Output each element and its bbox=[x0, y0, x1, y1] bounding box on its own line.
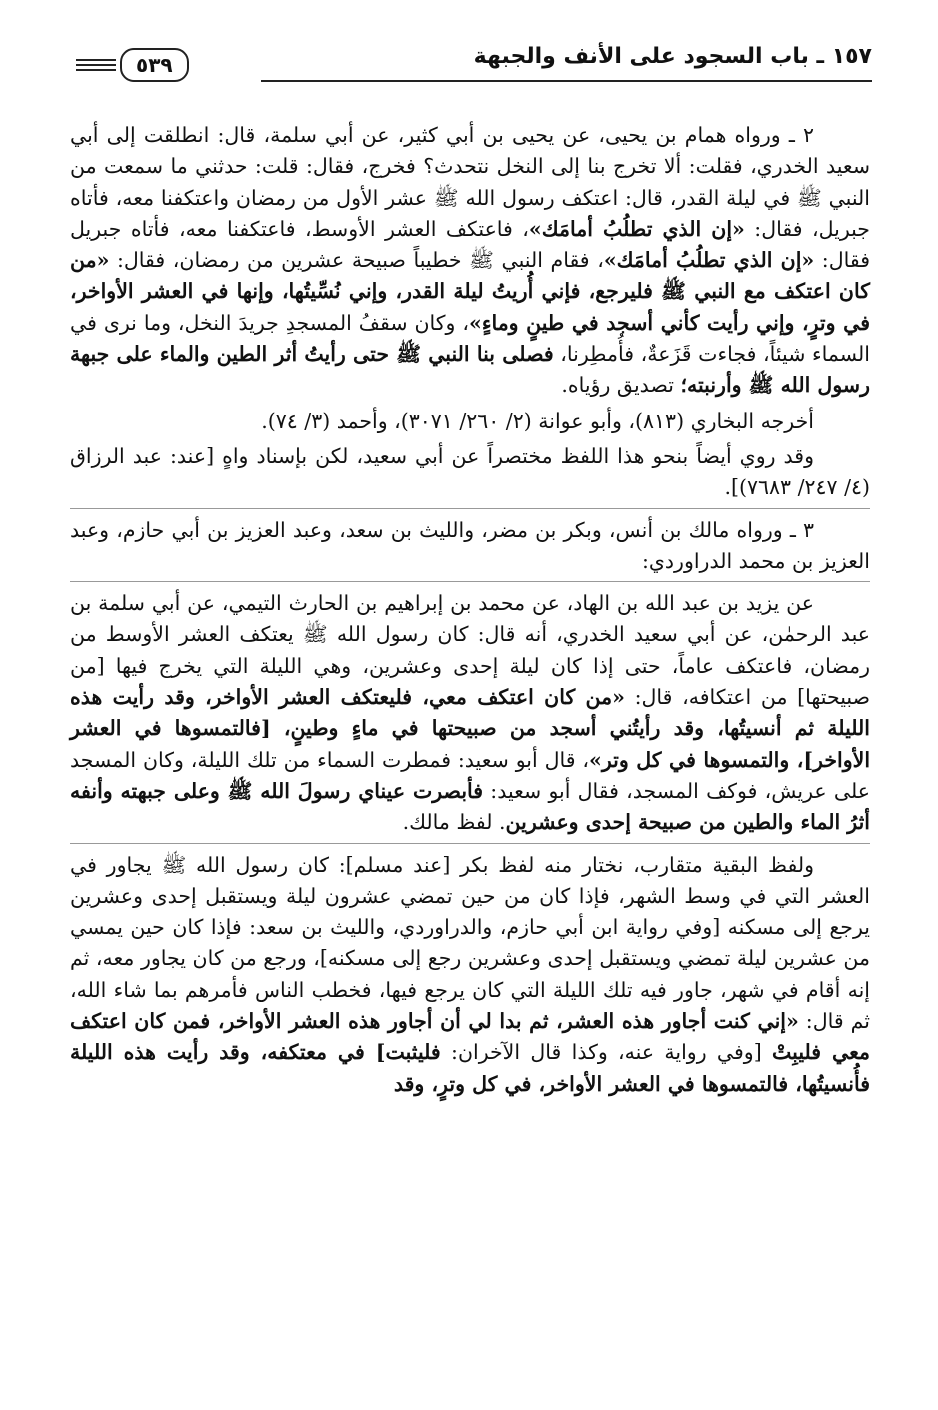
text-span: [وفي رواية عنه، وكذا قال الآخران: bbox=[440, 1040, 773, 1065]
paragraph-hadith-3-text bbox=[70, 588, 870, 838]
separator-line bbox=[70, 508, 870, 509]
paragraph-hadith-3-intro: ٣ ـ ورواه مالك بن أنس، وبكر بن مضر، والليث بن سعد، وعبد العزيز بن أبي حازم، وعبد العزيز بن محمد الدراوردي: bbox=[70, 517, 870, 573]
header-rule bbox=[261, 80, 872, 82]
bold-quote: «إني كنت أجاور هذه العشر، ثم بدا لي أن أجاور هذه العشر الأواخر، فمن كان اعتكف معي فليبِتْ bbox=[70, 1009, 870, 1065]
bold-quote: «إن الذي تطلُبُ أمامَك» bbox=[528, 216, 745, 241]
separator-line bbox=[70, 843, 870, 844]
text-span: . لفظ مالك. bbox=[402, 810, 506, 835]
text-span: ولفظ البقية متقارب، نختار منه لفظ بكر [عند مسلم]: كان رسول الله ﷺ يجاور في العشر التي في وسط الشهر، فإذا كان من حين تمضي عشرون ليلة ويستقبل إحدى وعشرين يرجع إلى مسكنه [وفي رواية ابن أبي حازم، والدراوردي، والليث بن سعد: فإذا كان حين يمسي من عشرين ليلة تمضي ويستقبل إحدى وعشرين رجع إلى مسكنه]، ورجع من كان يجاور معه، ثم إنه أقام في شهر، جاور فيه تلك الليلة التي كان يرجع فيها، فخطب الناس فأمرهم بما شاء الله، ثم قال: bbox=[70, 852, 870, 1034]
text-span: ، فاعتكف العشر الأوسط، فاعتكفنا معه، فأتاه جبريل فقال: bbox=[70, 216, 871, 273]
body-text bbox=[70, 120, 870, 1100]
text-span: تصديق رؤياه. bbox=[561, 373, 681, 398]
text-span: ٢ ـ ورواه همام بن يحيى، عن يحيى بن أبي كثير، عن أبي سلمة، قال: انطلقت إلى أبي سعيد الخدري، فقلت: ألا تخرج بنا إلى النخل نتحدث؟ فخرج، فقال: قلت: حدثني ما سمعت من النبي ﷺ في ليلة القدر، قال: اعتكف رسول الله ﷺ عشر الأول من رمضان واعتكفنا معه، فأتاه جبريل، فقال: bbox=[70, 123, 870, 241]
page-number-ornament bbox=[76, 48, 193, 82]
separator-line bbox=[70, 581, 870, 582]
bold-quote: فليثبت] في معتكفه، وقد رأيت هذه الليلة فأُنسيتُها، فالتمسوها في العشر الأواخر، في كل وترٍ، وقد bbox=[70, 1040, 870, 1096]
decorative-lines-icon bbox=[76, 59, 116, 71]
page-header bbox=[76, 40, 872, 90]
text-span: ، فقام النبي ﷺ خطيباً صبيحة عشرين من رمضان، فقال: bbox=[109, 248, 604, 273]
bold-quote: فأبصرت عيناي رسولَ الله ﷺ وعلى جبهته وأنفه أثرُ الماء والطين من صبيحة إحدى وعشرين bbox=[70, 778, 870, 835]
note-paragraph: وقد روي أيضاً بنحو هذا اللفظ مختصراً عن أبي سعيد، لكن بإسناد واهٍ [عند: عبد الرزاق (٤/ ٢٤٧/ ٧٦٨٣)]. bbox=[70, 443, 870, 500]
bold-quote: «من كان اعتكف مع النبي ﷺ فليرجع، فإني أُريتُ ليلة القدر، وإني نُسِّيتُها، وإنها في العشر الأواخر، في وترٍ، وإني رأيت كأني أسجد في طينٍ وماءٍ» bbox=[70, 248, 870, 335]
bold-quote: «إن الذي تطلُبُ أمامَك» bbox=[603, 248, 815, 273]
text-span: عن يزيد بن عبد الله بن الهاد، عن محمد بن إبراهيم بن الحارث التيمي، عن أبي سلمة بن عبد الرحمٰن، عن أبي سعيد الخدري، أنه قال: كان رسول الله ﷺ يعتكف العشر الأوسط من رمضان، فاعتكف عاماً، حتى إذا كان ليلة إحدى وعشرين، وهي الليلة التي يخرج فيها [من صبيحتها] من اعتكافه، قال: bbox=[70, 591, 870, 710]
bold-quote: فصلى بنا النبي ﷺ حتى رأيتُ أثر الطين والماء على جبهة رسول الله ﷺ وأرنبته؛ bbox=[70, 342, 870, 398]
text-span: ، قال أبو سعيد: فمطرت السماء من تلك الليلة، وكان المسجد على عريش، فوكف المسجد، فقال أبو سعيد: bbox=[70, 747, 870, 803]
takhrij-paragraph: أخرجه البخاري (٨١٣)، وأبو عوانة (٢/ ٢٦٠/ ٣٠٧١)، وأحمد (٣/ ٧٤). bbox=[261, 408, 814, 433]
paragraph-hadith-2 bbox=[70, 120, 870, 402]
paragraph-baqiya bbox=[70, 850, 870, 1100]
text-span: ، وكان سقفُ المسجدِ جريدَ النخل، وما نرى في السماء شيئاً، فجاءت قَزَعةٌ، فأُمطِرنا، bbox=[70, 310, 870, 367]
running-title: ١٥٧ ـ باب السجود على الأنف والجبهة bbox=[473, 44, 872, 69]
page-number: ٥٣٩ bbox=[120, 48, 189, 82]
bold-quote: «من كان اعتكف معي، فليعتكف العشر الأواخر، وقد رأيت هذه الليلة ثم أنسيتُها، وقد رأيتُني أسجد من صبيحتها في ماءٍ وطينٍ، [فالتمسوها في العشر الأواخر]، والتمسوها في كل وتر» bbox=[70, 685, 871, 772]
